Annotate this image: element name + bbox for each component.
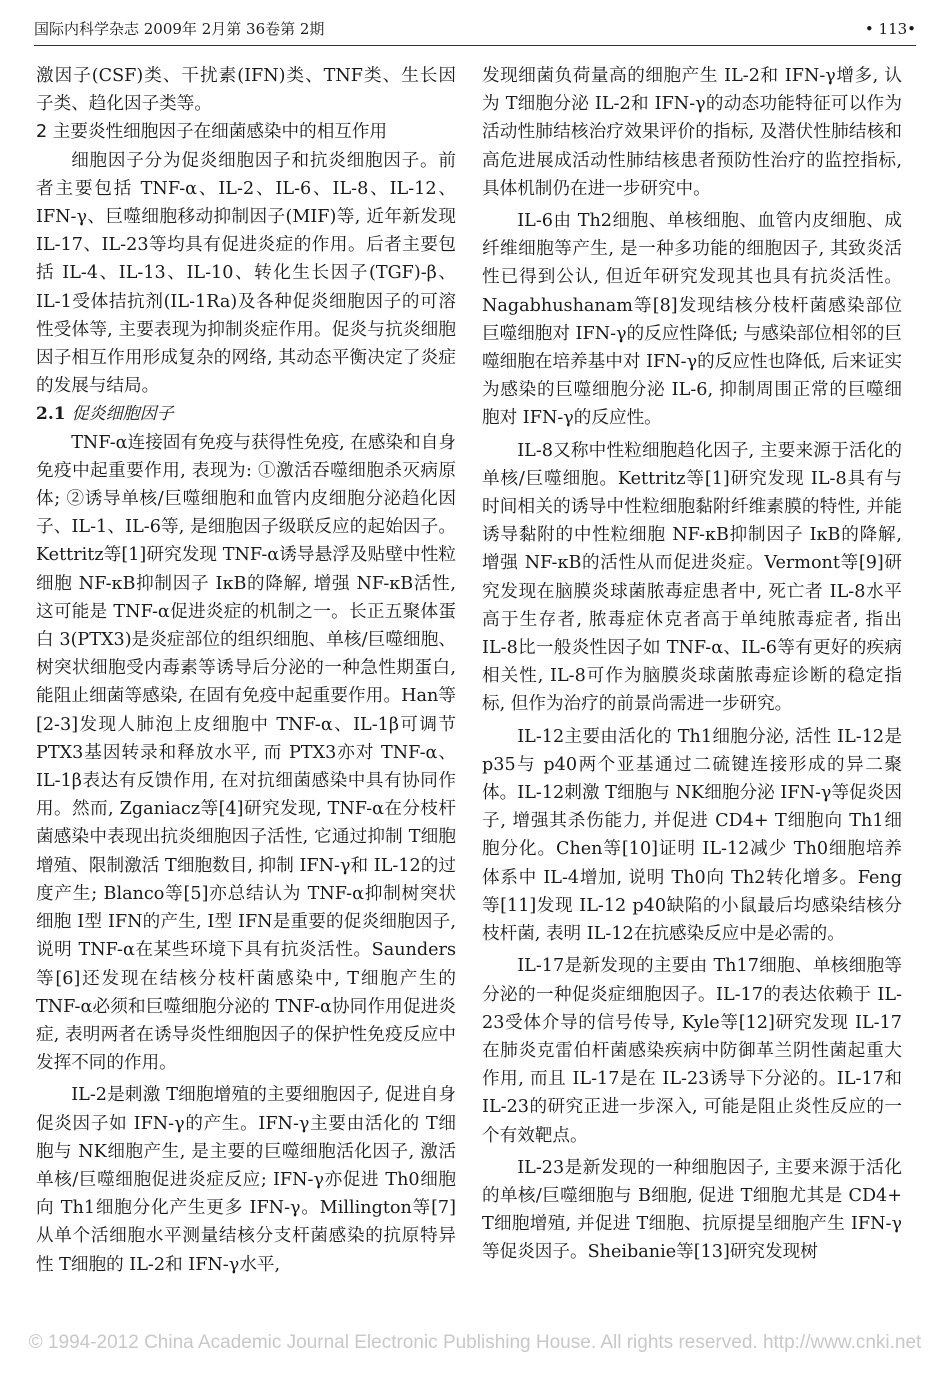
section-2-1-number: 2.1 (36, 404, 66, 425)
right-column (482, 62, 902, 1267)
il6-paragraph: IL-6由 Th2细胞、单核细胞、血管内皮细胞、成纤维细胞等产生, 是一种多功能的细胞因子, 其致炎活性已得到公认, 但近年研究发现其也具有抗炎活性。Nagabhushanam等[8]发现结核分枝杆菌感染部位巨噬细胞对 IFN-γ的反应性降低; 与感染部位相邻的巨噬细胞在培养基中对 IFN-γ的反应性也降低, 后来证实为感染的巨噬细胞分泌 IL-6, 抑制周围正常的巨噬细胞对 IFN-γ的反应性。 (482, 211, 903, 429)
page-number: • 113• (864, 20, 916, 38)
section-2-1-heading (36, 400, 456, 428)
ifn-continuation-paragraph: 发现细菌负荷量高的细胞产生 IL-2和 IFN-γ增多, 认为 T细胞分泌 IL-2和 IFN-γ的动态功能特征可以作为活动性肺结核治疗效果评价的指标, 及潜伏性肺结核和高危进展成活动性肺结核患者预防性治疗的监控指标, 具体机制仍在进一步研究中。 (482, 66, 902, 199)
copyright-watermark: © 1994-2012 China Academic Journal Electronic Publishing House. All rights reserved. http://www.cnki.net (28, 1332, 922, 1353)
section-2-1-title: 促炎细胞因子 (71, 404, 174, 425)
il17-paragraph: IL-17是新发现的主要由 Th17细胞、单核细胞等分泌的一种促炎症细胞因子。IL-17的表达依赖于 IL-23受体介导的信号传导, Kyle等[12]研究发现 IL-17在肺炎克雷伯杆菌感染疾病中防御革兰阴性菌起重大作用, 而且 IL-17是在 IL-23诱导下分泌的。IL-17和 IL-23的研究正进一步深入, 可能是阻止炎性反应的一个有效靶点。 (482, 956, 902, 1146)
il8-paragraph: IL-8又称中性粒细胞趋化因子, 主要来源于活化的单核/巨噬细胞。Kettritz等[1]研究发现 IL-8具有与时间相关的诱导中性粒细胞黏附纤维素膜的特性, 并能诱导黏附的中性粒细胞 NF-κB抑制因子 IκB的降解, 增强 NF-κB的活性从而促进炎症。Vermont等[9]研究发现在脑膜炎球菌脓毒症患者中, 死亡者 IL-8水平高于生存者, 脓毒症休克者高于单纯脓毒症者, 指出 IL-8比一般炎性因子如 TNF-α、IL-6等有更好的疾病相关性, IL-8可作为脑膜炎球菌脓毒症诊断的稳定指标, 但作为治疗的前景尚需进一步研究。 (482, 440, 902, 715)
tnf-paragraph: TNF-α连接固有免疫与获得性免疫, 在感染和自身免疫中起重要作用, 表现为: ①激活吞噬细胞杀灭病原体; ②诱导单核/巨噬细胞和血管内皮细胞分泌趋化因子、IL-1、IL-6等, 是细胞因子级联反应的起始因子。Kettritz等[1]研究发现 TNF-α诱导悬浮及贴壁中性粒细胞 NF-κB抑制因子 IκB的降解, 增强 NF-κB活性, 这可能是 TNF-α促进炎症的机制之一。长正五聚体蛋白 3(PTX3)是炎症部位的组织细胞、单核/巨噬细胞、树突状细胞受内毒素等诱导后分泌的一种急性期蛋白, 能阻止细菌等感染, 在固有免疫中起重要作用。Han等[2-3]发现人肺泡上皮细胞中 TNF-α、IL-1β可调节 PTX3基因转录和释放水平, 而 PTX3亦对 TNF-α、IL-1β表达有反馈作用, 在对抗细菌感染中具有协同作用。然而, Zganiacz等[4]研究发现, TNF-α在分枝杆菌感染中表现出抗炎细胞因子活性, 它通过抑制 T细胞增殖、限制激活 T细胞数目, 抑制 IFN-γ和 IL-12的过度产生; Blanco等[5]亦总结认为 TNF-α抑制树突状细胞 I型 IFN的产生, I型 IFN是重要的促炎细胞因子, 说明 TNF-α在某些环境下具有抗炎活性。Saunders等[6]还发现在结核分枝杆菌感染中, T细胞产生的 TNF-α必须和巨噬细胞分泌的 TNF-α协同作用促进炎症, 表明两者在诱导炎性细胞因子的保护性免疫反应中发挥不同的作用。 (36, 432, 456, 1074)
running-header (34, 16, 916, 42)
journal-citation: 国际内科学杂志 2009年 2月第 36卷第 2期 (34, 20, 325, 38)
il12-paragraph: IL-12主要由活化的 Th1细胞分泌, 活性 IL-12是 p35与 p40两个亚基通过二硫键连接形成的异二聚体。IL-12刺激 T细胞与 NK细胞分泌 IFN-γ等促炎因子, 增强其杀伤能力, 并促进 CD4+ T细胞向 Th1细胞分化。Chen等[10]证明 IL-12减少 Th0细胞培养体系中 IL-4增加, 说明 Th0向 Th2转化增多。Feng等[11]发现 IL-12 p40缺陷的小鼠最后均感染结核分枝杆菌, 表明 IL-12在抗感染反应中是必需的。 (482, 726, 902, 945)
section-2-heading: 2 主要炎性细胞因子在细菌感染中的相互作用 (36, 122, 388, 143)
intro-continuation: 激因子(CSF)类、干扰素(IFN)类、TNF类、生长因子类、趋化因子类等。 (36, 66, 456, 115)
left-column (36, 62, 456, 1279)
header-rule (34, 45, 916, 46)
il23-paragraph: IL-23是新发现的一种细胞因子, 主要来源于活化的单核/巨噬细胞与 B细胞, 促进 T细胞尤其是 CD4+ T细胞增殖, 并促进 T细胞、抗原提呈细胞产生 IFN-γ等促炎因子。Sheibanie等[13]研究发现树 (482, 1157, 902, 1263)
il2-paragraph: IL-2是刺激 T细胞增殖的主要细胞因子, 促进自身促炎因子如 IFN-γ的产生。IFN-γ主要由活化的 T细胞与 NK细胞产生, 是主要的巨噬细胞活化因子, 激活单核/巨噬细胞促进炎症反应; IFN-γ亦促进 Th0细胞向 Th1细胞分化产生更多 IFN-γ。Millington等[7]从单个活细胞水平测量结核分支杆菌感染的抗原特异性 T细胞的 IL-2和 IFN-γ水平, (36, 1085, 456, 1275)
section-2-paragraph: 细胞因子分为促炎细胞因子和抗炎细胞因子。前者主要包括 TNF-α、IL-2、IL-6、IL-8、IL-12、IFN-γ、巨噬细胞移动抑制因子(MIF)等, 近年新发现 IL-17、IL-23等均具有促进炎症的作用。后者主要包括 IL-4、IL-13、IL-10、转化生长因子(TGF)-β、IL-1受体拮抗剂(IL-1Ra)及各种促炎细胞因子的可溶性受体等, 主要表现为抑制炎症作用。促炎与抗炎细胞因子相互作用形成复杂的网络, 其动态平衡决定了炎症的发展与结局。 (36, 150, 456, 397)
